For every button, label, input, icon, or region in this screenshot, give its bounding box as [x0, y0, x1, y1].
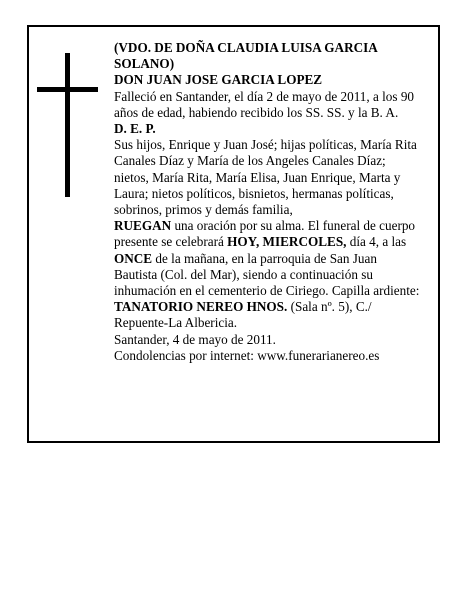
place-date: Santander, 4 de mayo de 2011.: [114, 331, 276, 347]
ruegan-word: RUEGAN: [114, 218, 172, 234]
deceased-name: DON JUAN JOSE GARCIA LOPEZ: [114, 72, 323, 88]
funeral-paragraph: [114, 218, 422, 331]
tanatorio-name: TANATORIO NEREO HNOS.: [114, 299, 288, 315]
funeral-text-d: (Sala nº. 5), C./ Repuente-La Albericia.: [114, 299, 372, 331]
funeral-text-a: una oración por su alma. El funeral de cuerpo presente se celebrará: [114, 218, 416, 250]
funeral-hour: ONCE: [114, 250, 153, 266]
funeral-day: HOY, MIERCOLES,: [227, 234, 347, 250]
obituary-text: [114, 40, 422, 364]
funeral-text-c: de la mañana, en la parroquia de San Juan Bautista (Col. del Mar), siendo a continuación su inhumación en el cementerio de Ciriego. Capilla ardiente:: [114, 250, 420, 299]
condolences-line: Condolencias por internet: www.funerarianereo.es: [114, 347, 380, 363]
cross-icon: [65, 53, 70, 197]
funeral-text-b: día 4, a las: [346, 234, 407, 250]
death-details: Falleció en Santander, el día 2 de mayo de 2011, a los 90 años de edad, habiendo recibido los SS. SS. y la B. A.: [114, 88, 415, 120]
dep-line: D. E. P.: [114, 121, 156, 137]
widow-line: (VDO. DE DOÑA CLAUDIA LUISA GARCIA SOLANO): [114, 40, 378, 72]
family-list: Sus hijos, Enrique y Juan José; hijas políticas, María Rita Canales Díaz y María de los Angeles Canales Díaz; nietos, María Rita, María Elisa, Juan Enrique, Marta y Laura; nietos políticos, bisnietos, hermanas políticas, sobrinos, primos y demás familia,: [114, 137, 417, 218]
cross-icon-crossbar: [37, 87, 98, 92]
